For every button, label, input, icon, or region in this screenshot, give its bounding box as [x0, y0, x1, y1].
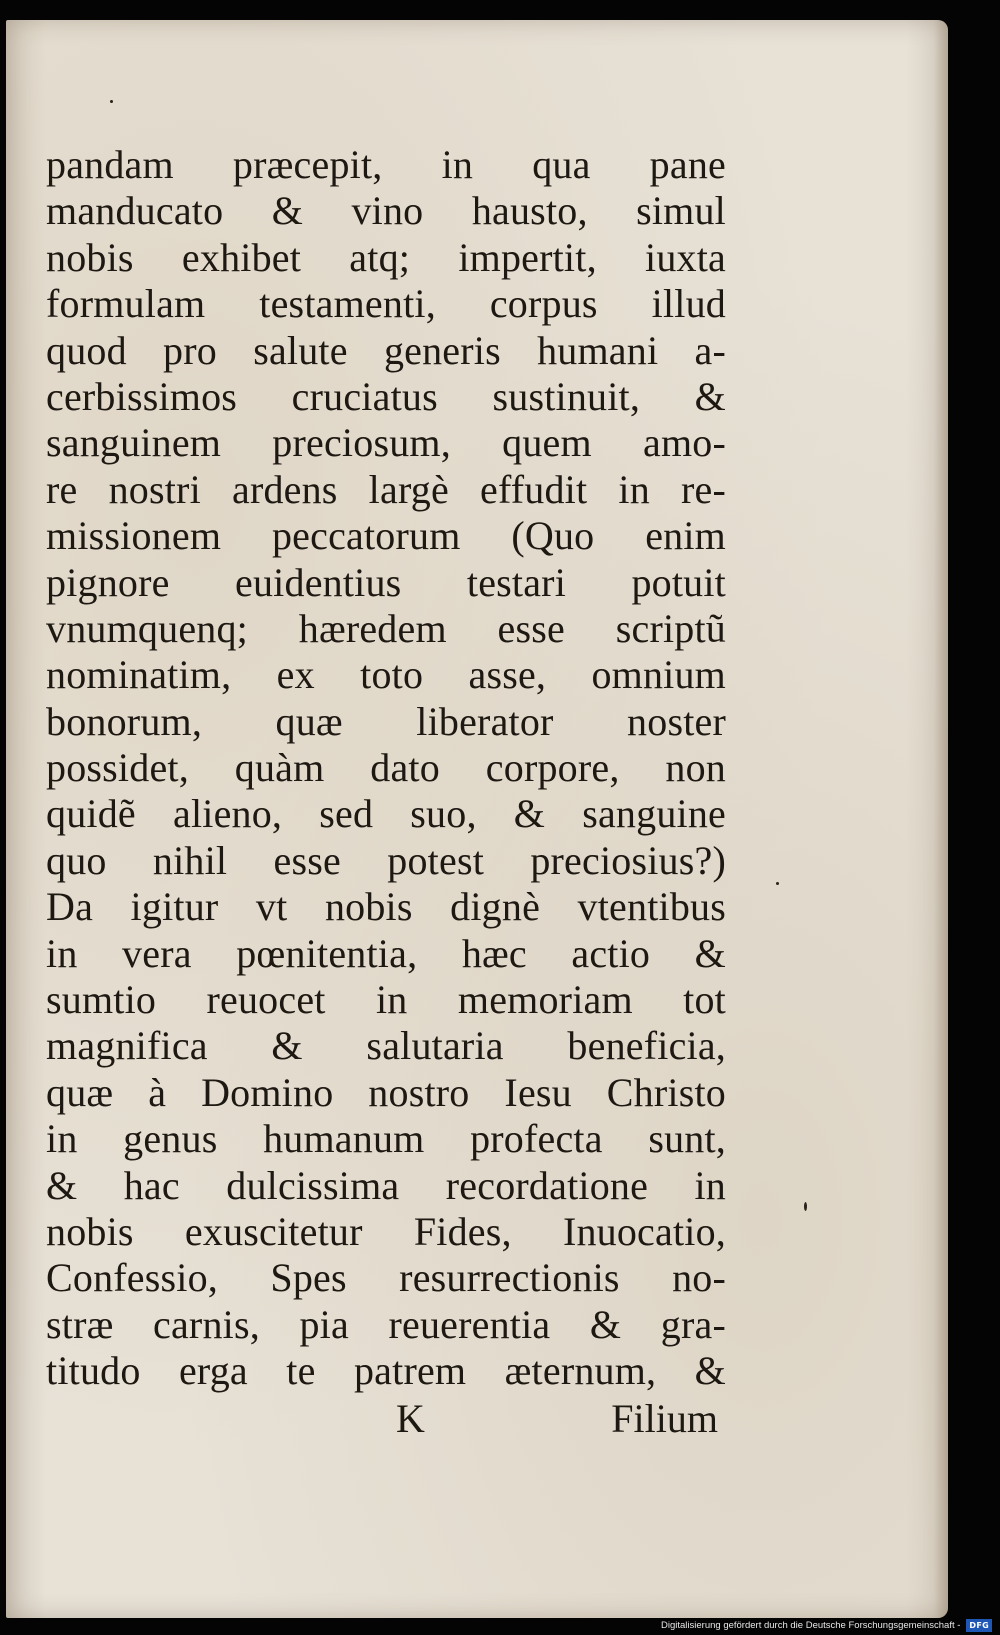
text-line: cerbissimos cruciatus sustinuit, & [46, 373, 726, 419]
text-line: nobis exuscitetur Fides, Inuocatio, [46, 1208, 726, 1254]
catchline [46, 1395, 726, 1445]
text-line: magnifica & salutaria beneficia, [46, 1023, 726, 1069]
text-line: possidet, quàm dato corpore, non [46, 745, 726, 791]
text-line: nominatim, ex toto asse, omnium [46, 652, 726, 698]
text-line: bonorum, quæ liberator noster [46, 698, 726, 744]
text-line: missionem peccatorum (Quo enim [46, 513, 726, 559]
text-line: quidẽ alieno, sed suo, & sanguine [46, 791, 726, 837]
page-edge [934, 20, 948, 1618]
text-line: in vera pœnitentia, hæc actio & [46, 930, 726, 976]
digitization-footer [661, 1618, 992, 1632]
dfg-logo: DFG [966, 1619, 992, 1632]
body-text [46, 142, 726, 1395]
catchword: Filium [611, 1396, 718, 1441]
text-line: manducato & vino hausto, simul [46, 188, 726, 234]
funding-credit: Digitalisierung gefördert durch die Deutsche Forschungsgemeinschaft - [661, 1619, 961, 1631]
text-line: stræ carnis, pia reuerentia & gra- [46, 1301, 726, 1347]
text-line: sumtio reuocet in memoriam tot [46, 977, 726, 1023]
text-line: titudo erga te patrem æternum, & [46, 1348, 726, 1394]
paper-speck [110, 100, 113, 103]
text-line: quo nihil esse potest preciosius?) [46, 837, 726, 883]
text-line: vnumquenq; hæredem esse scriptũ [46, 605, 726, 651]
text-line: pandam præcepit, in qua pane [46, 142, 726, 187]
text-line: & hac dulcissima recordatione in [46, 1162, 726, 1208]
text-line: quod pro salute generis humani a- [46, 327, 726, 373]
text-line: quæ à Domino nostro Iesu Christo [46, 1069, 726, 1115]
text-line: pignore euidentius testari potuit [46, 559, 726, 605]
paper-speck [804, 1202, 807, 1211]
text-line: Da igitur vt nobis dignè vtentibus [46, 884, 726, 930]
signature-mark: K [396, 1396, 425, 1441]
text-line: in genus humanum profecta sunt, [46, 1116, 726, 1162]
book-page [6, 20, 948, 1618]
text-line: Confessio, Spes resurrectionis no- [46, 1255, 726, 1301]
text-line: re nostri ardens largè effudit in re- [46, 466, 726, 512]
paper-speck [776, 882, 779, 885]
text-line: nobis exhibet atq; impertit, iuxta [46, 234, 726, 280]
text-line: sanguinem preciosum, quem amo- [46, 420, 726, 466]
text-line: formulam testamenti, corpus illud [46, 281, 726, 327]
